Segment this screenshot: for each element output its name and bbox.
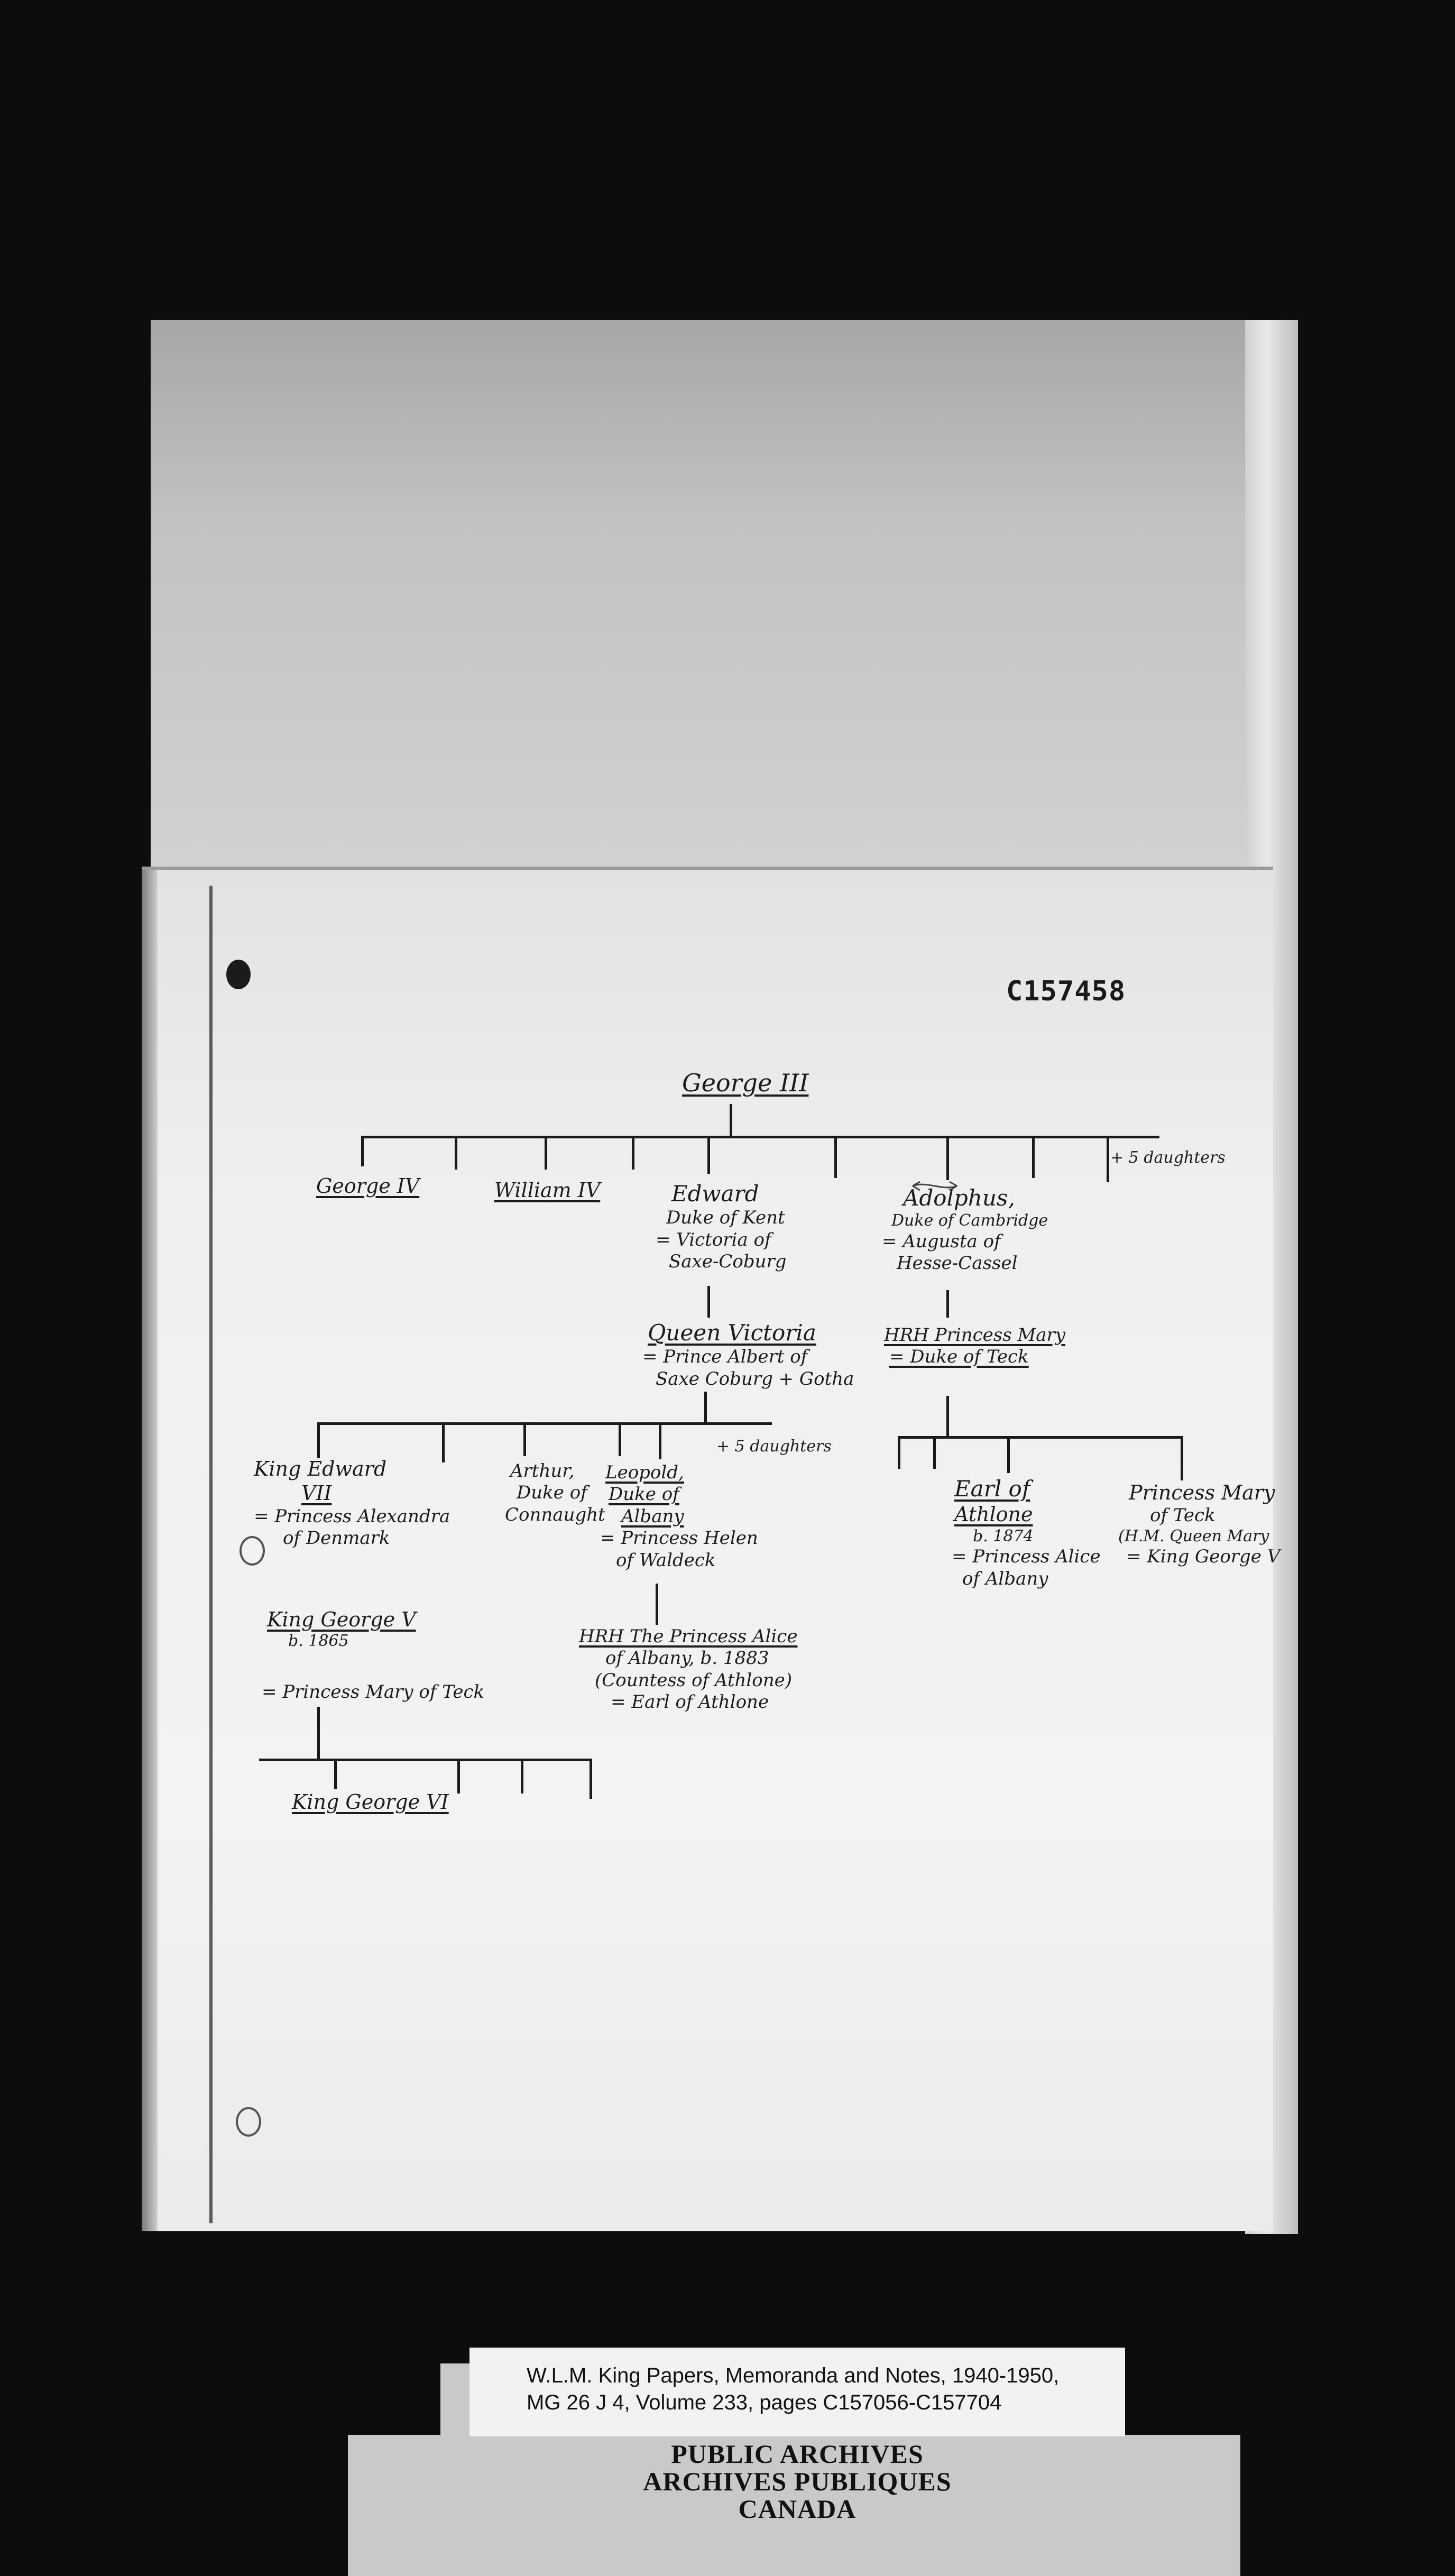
node-adolphus-duke-of-cambridge: Adolphus, Duke of Cambridge = Augusta of Hesse-Cassel [882, 1185, 1048, 1274]
tree-drop [523, 1422, 526, 1456]
citation-line: MG 26 J 4, Volume 233, pages C157056-C157704 [527, 2391, 1002, 2415]
tree-connector [707, 1286, 710, 1318]
node-arthur-duke-of-connaught: Arthur, Duke of Connaught [505, 1460, 605, 1525]
node-king-george-vi: King George VI [292, 1790, 449, 1814]
tree-drop [619, 1422, 621, 1456]
background-sheet [151, 320, 1298, 904]
tree-connector [730, 1104, 732, 1136]
tree-drop [946, 1136, 949, 1180]
tree-drop [834, 1136, 837, 1178]
archive-stamp [469, 2440, 1125, 2523]
node-princess-mary-of-teck: Princess Mary of Teck (H.M. Queen Mary = King George V [1118, 1481, 1281, 1568]
tree-drop [521, 1759, 523, 1793]
tree-bar-gen1 [361, 1136, 1159, 1138]
tree-drop [659, 1422, 661, 1459]
node-william-iv: William IV [494, 1179, 601, 1202]
node-george-iv: George IV [316, 1174, 420, 1198]
tree-drop [361, 1136, 364, 1166]
tree-connector [946, 1290, 949, 1318]
tree-drop [1007, 1436, 1010, 1473]
tree-drop [317, 1422, 320, 1458]
citation-line: W.L.M. King Papers, Memoranda and Notes, 1940-1950, [527, 2364, 1060, 2387]
node-edward-duke-of-kent: Edward Duke of Kent = Victoria of Saxe-Coburg [656, 1181, 787, 1273]
stamp-line: CANADA [738, 2494, 857, 2524]
double-arrow-icon [908, 1178, 961, 1194]
tree-drop [545, 1136, 547, 1170]
page-margin-line [209, 886, 213, 2223]
page-shadow [142, 870, 158, 2231]
tree-drop [455, 1136, 457, 1170]
node-george-iii: George III [682, 1069, 809, 1097]
tree-drop [334, 1759, 337, 1789]
tree-drop [933, 1436, 936, 1469]
tree-drop [590, 1759, 592, 1799]
label-notch [1125, 2363, 1240, 2435]
tree-drop [632, 1136, 634, 1170]
tree-drop [707, 1136, 710, 1174]
tree-bar-teck [898, 1436, 1183, 1439]
stamp-line: ARCHIVES PUBLIQUES [643, 2467, 952, 2496]
spouse-princess-mary-of-teck: = Princess Mary of Teck [262, 1681, 485, 1703]
stamp-line: PUBLIC ARCHIVES [671, 2439, 924, 2469]
node-king-edward-vii: King Edward VII = Princess Alexandra of Denmark [254, 1457, 450, 1549]
tree-bar-gen4 [259, 1759, 592, 1761]
label-notch [348, 2363, 440, 2435]
node-earl-of-athlone: Earl of Athlone b. 1874 = Princess Alice of Albany [952, 1476, 1101, 1589]
node-leopold-duke-of-albany: Leopold, Duke of Albany = Princess Helen of Waldeck [600, 1462, 758, 1571]
tree-bar-gen2 [317, 1422, 772, 1425]
tree-connector [704, 1392, 707, 1422]
tree-connector [317, 1707, 320, 1759]
tree-drop [1181, 1436, 1183, 1480]
node-king-george-v: King George V b. 1865 [267, 1608, 416, 1651]
tree-drop [1032, 1136, 1035, 1178]
tree-connector [946, 1396, 949, 1436]
node-queen-victoria: Queen Victoria = Prince Albert of Saxe Coburg + Gotha [642, 1320, 854, 1390]
tree-drop [457, 1759, 460, 1793]
note-daughters: + 5 daughters [716, 1437, 832, 1456]
punch-hole [226, 960, 251, 989]
tree-drop [898, 1436, 900, 1469]
node-hrh-princess-mary: HRH Princess Mary = Duke of Teck [884, 1324, 1066, 1368]
note-daughters: + 5 daughters [1110, 1148, 1226, 1167]
document-number: C157458 [1006, 976, 1126, 1007]
tree-drop [1107, 1136, 1109, 1182]
tree-connector [656, 1584, 658, 1625]
archive-citation [469, 2348, 1125, 2436]
binder-ring-hole [236, 2107, 261, 2137]
node-princess-alice-of-albany: HRH The Princess Alice of Albany, b. 1883 (Countess of Athlone) = Earl of Athlone [579, 1626, 798, 1713]
